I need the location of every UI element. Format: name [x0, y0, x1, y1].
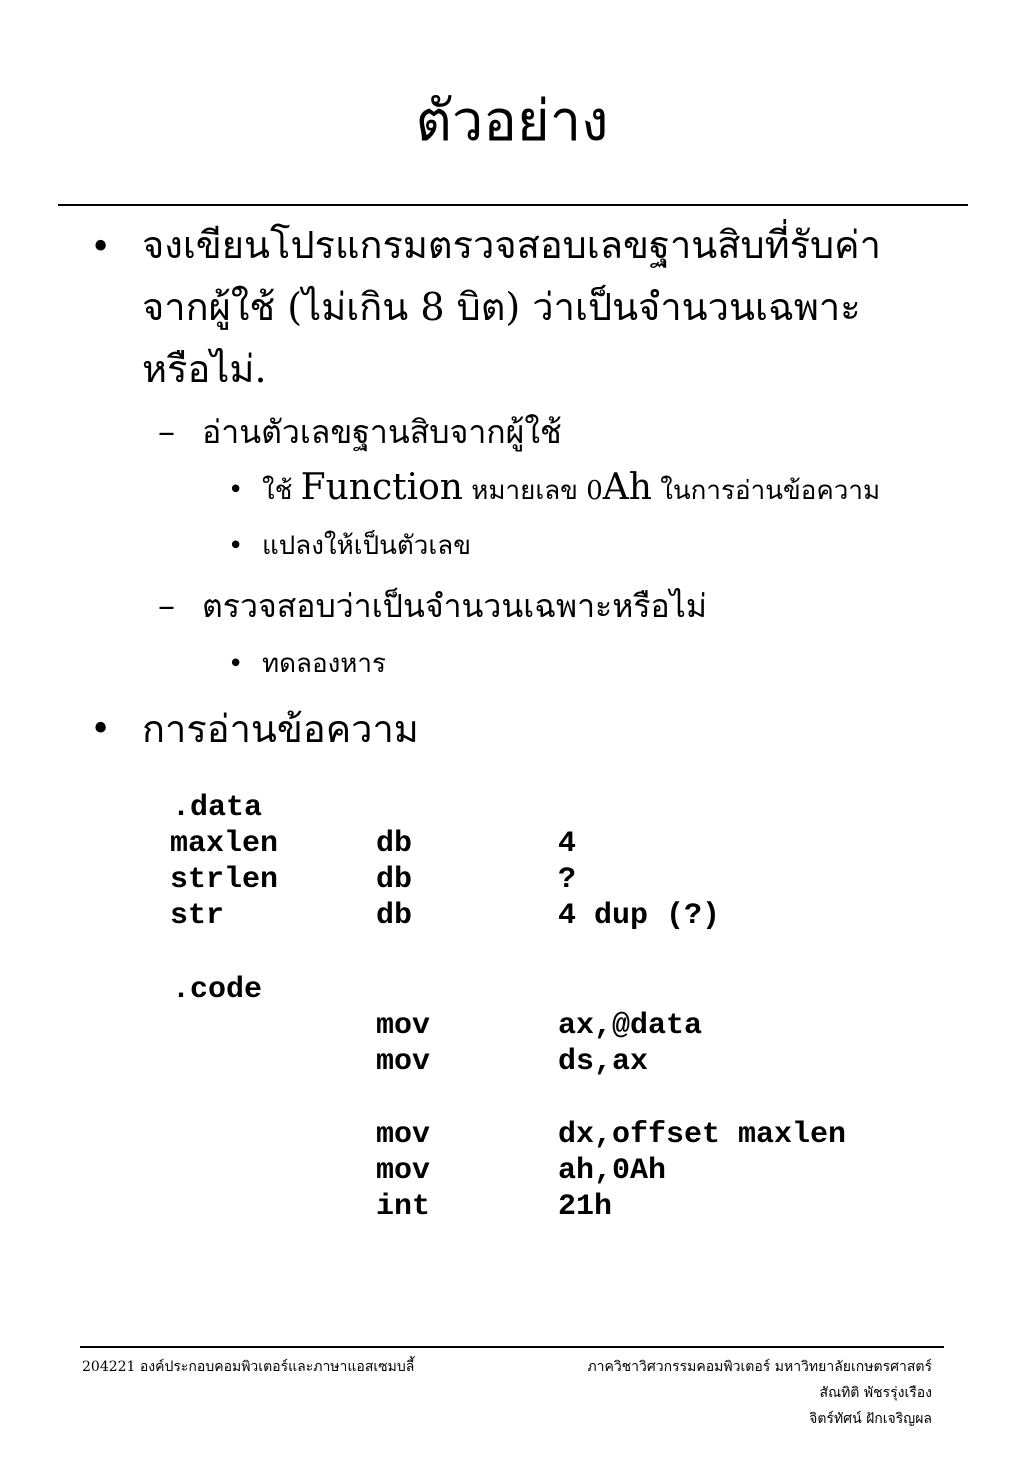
- code-op: mov: [376, 1118, 431, 1152]
- code-op: mov: [376, 1045, 431, 1079]
- code-arg: ah,0Ah: [558, 1154, 667, 1188]
- code-op: db: [376, 899, 413, 933]
- sub2-item-divide: ทดลองหาร: [262, 649, 386, 679]
- footer-author-1: สัณทิติ พัชรรุ่งเรือง: [819, 1385, 932, 1401]
- sub1-item-convert: แปลงให้เป็นตัวเลข: [262, 531, 471, 561]
- ah-word: Ah: [602, 467, 652, 508]
- code-arg: dx,offset maxlen: [558, 1118, 847, 1152]
- slide-title: ตัวอย่าง: [415, 89, 609, 154]
- code-op: db: [376, 827, 413, 861]
- footer-author-2: จิตร์ทัศน์ ฝักเจริญผล: [809, 1411, 932, 1427]
- footer-divider: [80, 1346, 944, 1348]
- code-op: int: [376, 1190, 431, 1224]
- sub1-item-post: ในการอ่านข้อความ: [651, 476, 881, 506]
- footer-department: ภาควิชาวิศวกรรมคอมพิวเตอร์ มหาวิทยาลัยเกษตรศาสตร์: [587, 1359, 932, 1375]
- sub1-item-pre: ใช้: [262, 476, 301, 506]
- code-op: db: [376, 863, 413, 897]
- small-bullet-icon: •: [228, 531, 244, 561]
- function-word: Function: [300, 467, 463, 508]
- bullet2-text: การอ่านข้อความ: [142, 707, 419, 751]
- sub1-text: อ่านตัวเลขฐานสิบจากผู้ใช้: [202, 413, 562, 451]
- bullet1-line-3: หรือไม่.: [142, 347, 267, 391]
- code-label: str: [170, 899, 225, 933]
- dash-icon: –: [158, 412, 175, 452]
- bullet1-line-1: จงเขียนโปรแกรมตรวจสอบเลขฐานสิบที่รับค่า: [142, 223, 881, 267]
- bullet1-line-2: จากผู้ใช้ (ไม่เกิน 8 บิต) ว่าเป็นจำนวนเฉพาะ: [142, 285, 861, 329]
- code-label: strlen: [170, 863, 279, 897]
- sub1-item-function: [262, 468, 880, 511]
- footer-course: 204221 องค์ประกอบคอมพิวเตอร์และภาษาแอสเซมบลี้: [82, 1359, 415, 1375]
- sub1-item-mid: หมายเลข 0: [462, 476, 603, 506]
- small-bullet-icon: •: [228, 649, 244, 679]
- sub2-text: ตรวจสอบว่าเป็นจำนวนเฉพาะหรือไม่: [202, 587, 707, 625]
- bullet-dot-icon: •: [90, 227, 112, 268]
- small-bullet-icon: •: [228, 475, 244, 505]
- dash-icon: –: [158, 586, 175, 626]
- code-arg: ds,ax: [558, 1045, 649, 1079]
- code-op: mov: [376, 1154, 431, 1188]
- title-divider: [58, 204, 968, 206]
- code-arg: ax,@data: [558, 1009, 703, 1043]
- bullet-dot-icon: •: [90, 709, 112, 750]
- code-code-label: .code: [172, 973, 263, 1007]
- code-arg: ?: [558, 863, 577, 897]
- code-op: mov: [376, 1009, 431, 1043]
- code-arg: 4: [558, 827, 577, 861]
- code-arg: 4 dup (?): [558, 899, 721, 933]
- code-label: maxlen: [170, 827, 279, 861]
- code-data-label: .data: [172, 791, 263, 825]
- code-arg: 21h: [558, 1190, 613, 1224]
